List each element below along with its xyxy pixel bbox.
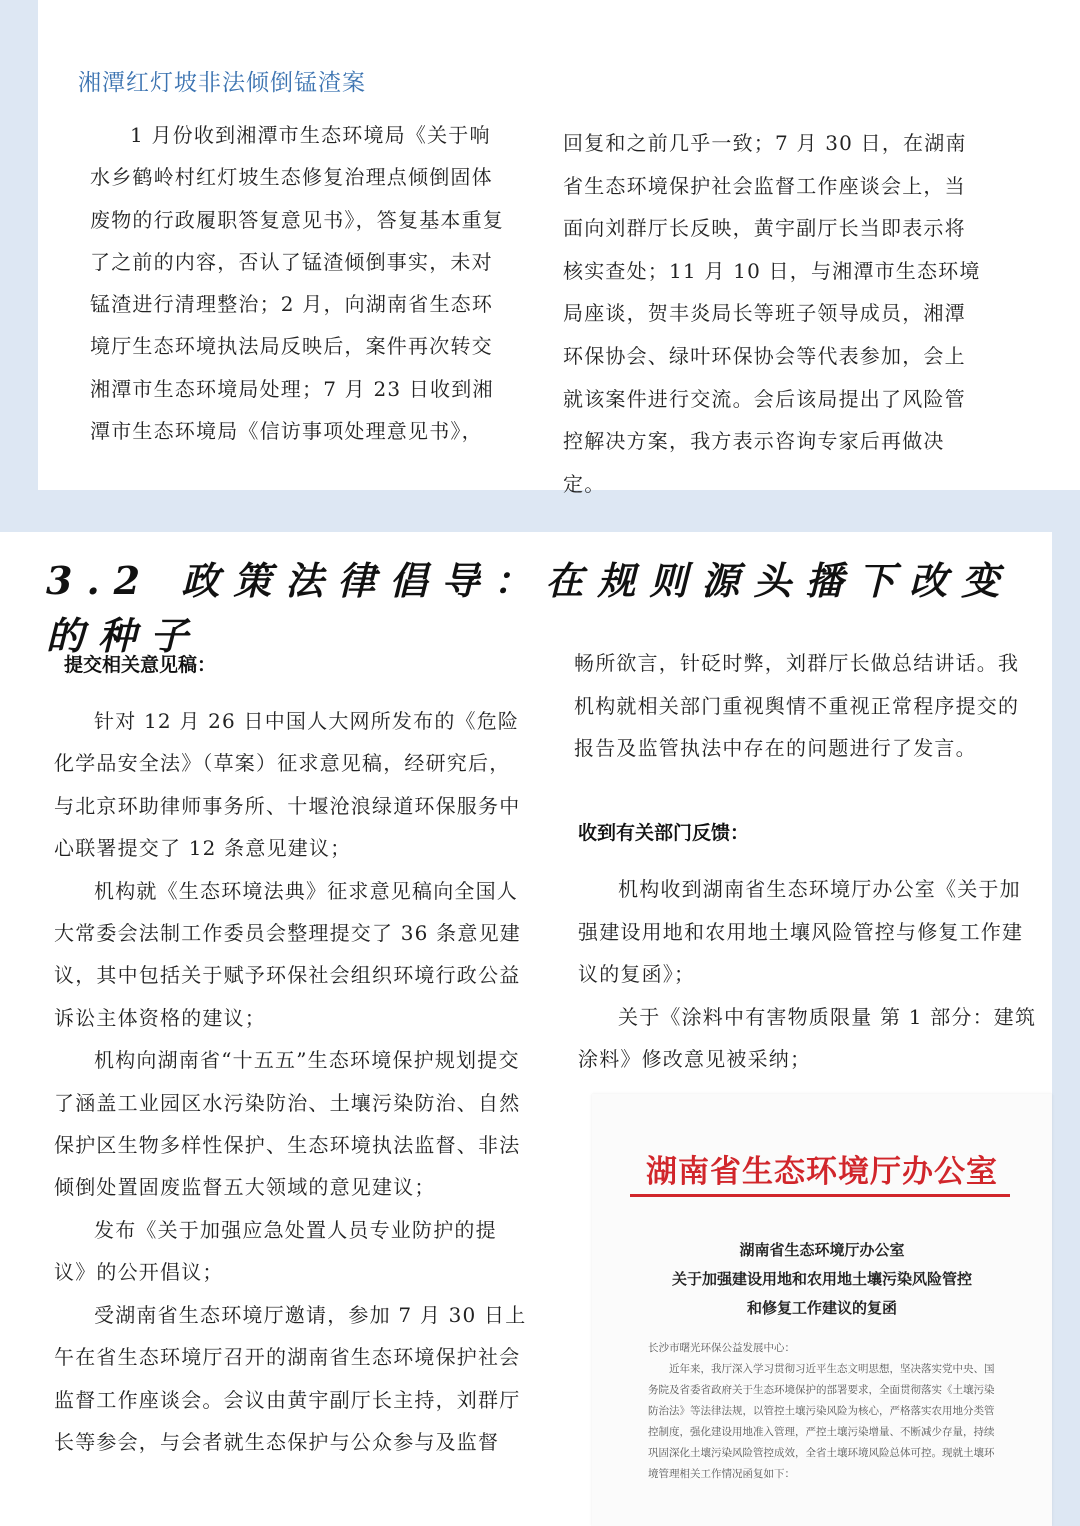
submissions-column — [54, 700, 528, 1463]
case-text-right — [563, 122, 983, 505]
subheading-submissions: 提交相关意见稿： — [64, 654, 217, 676]
submission-paragraph: 机构就《生态环境法典》征求意见稿向全国人大常委会法制工作委员会整理提交了 36 条意见建议，其中包括关于赋予环保社会组织环境行政公益诉讼主体资格的建议； — [54, 878, 521, 1030]
letter-title-line: 湖南省生态环境厅办公室 — [739, 1241, 905, 1259]
subheading-feedback: 收到有关部门反馈： — [578, 822, 750, 844]
case-text-left — [90, 114, 510, 452]
feedback-paragraph: 机构收到湖南省生态环境厅办公室《关于加强建设用地和农用地土壤风险管控与修复工作建议的复函》； — [578, 877, 1024, 986]
letter-salutation: 长沙市曙光环保公益发展中心： — [648, 1342, 795, 1354]
submission-paragraph: 针对 12 月 26 日中国人大网所发布的《危险化学品安全法》（草案）征求意见稿，经研究后，与北京环助律师事务所、十堰沧浪绿道环保服务中心联署提交了 12 条意见建议； — [54, 709, 521, 861]
section-heading: 3.2 政策法律倡导：在规则源头播下改变的种子 — [46, 558, 1014, 658]
feedback-column — [578, 868, 1038, 1081]
case-paragraph: 1 月份收到湘潭市生态环境局《关于响水乡鹤岭村红灯坡生态修复治理点倾倒固体废物的行政履职答复意见书》，答复基本重复了之前的内容，否认了锰渣倾倒事实，未对锰渣进行清理整治；2 月，向湖南省生态环境厅生态环境执法局反映后，案件再次转交湘潭市生态环境局处理；7 月 23 日收到湘潭市生态环境局《信访事项处理意见书》， — [90, 123, 504, 444]
submission-paragraph: 受湖南省生态环境厅邀请，参加 7 月 30 日上午在省生态环境厅召开的湖南省生态环境保护社会监督工作座谈会。会议由黄宇副厅长主持，刘群厅长等参会，与会者就生态保护与公众参与及监督 — [54, 1302, 527, 1454]
reply-letter-image — [592, 1094, 1052, 1526]
case-title: 湘潭红灯坡非法倾倒锰渣案 — [78, 70, 366, 96]
submissions-continued — [574, 642, 1036, 770]
letter-title-line: 和修复工作建议的复函 — [746, 1299, 897, 1317]
submission-paragraph: 发布《关于加强应急处置人员专业防护的提议》的公开倡议； — [54, 1217, 497, 1285]
submission-paragraph: 机构向湖南省“十五五”生态环境保护规划提交了涵盖工业园区水污染防治、土壤污染防治、自然保护区生物多样性保护、生态环境执法监督、非法倾倒处置固废监督五大领域的意见建议； — [54, 1048, 521, 1200]
feedback-paragraph: 关于《涂料中有害物质限量 第 1 部分：建筑涂料》修改意见被采纳； — [578, 1004, 1037, 1071]
letter-letterhead: 湖南省生态环境厅办公室 — [646, 1154, 998, 1190]
letter-red-rule — [630, 1194, 1010, 1197]
submission-paragraph-continued: 畅所欲言，针砭时弊，刘群厅长做总结讲话。我机构就相关部门重视舆情不重视正常程序提交的报告及监管执法中存在的问题进行了发言。 — [574, 651, 1020, 760]
case-paragraph-continued: 回复和之前几乎一致；7 月 30 日，在湖南省生态环境保护社会监督工作座谈会上，当面向刘群厅长反映，黄宇副厅长当即表示将核实查处；11 月 10 日，与湘潭市生态环境局座谈，贺丰炎局长等班子领导成员，湘潭环保协会、绿叶环保协会等代表参加，会上就该案件进行交流。会后该局提出了风险管控解决方案，我方表示咨询专家后再做决定。 — [563, 131, 981, 496]
letter-body — [648, 1338, 1000, 1485]
letter-title — [592, 1236, 1052, 1323]
letter-paragraph: 近年来，我厅深入学习贯彻习近平生态文明思想，坚决落实党中央、国务院及省委省政府关于生态环境保护的部署要求，全面贯彻落实《土壤污染防治法》等法律法规，以管控土壤污染风险为核心，严格落实农用地分类管控制度，强化建设用地准入管理，严控土壤污染增量、不断减少存量，持续巩固深化土壤污染风险管控成效，全省土壤环境风险总体可控。现就土壤环境管理相关工作情况函复如下： — [648, 1363, 995, 1480]
letter-title-line: 关于加强建设用地和农用地土壤污染风险管控 — [671, 1270, 972, 1288]
